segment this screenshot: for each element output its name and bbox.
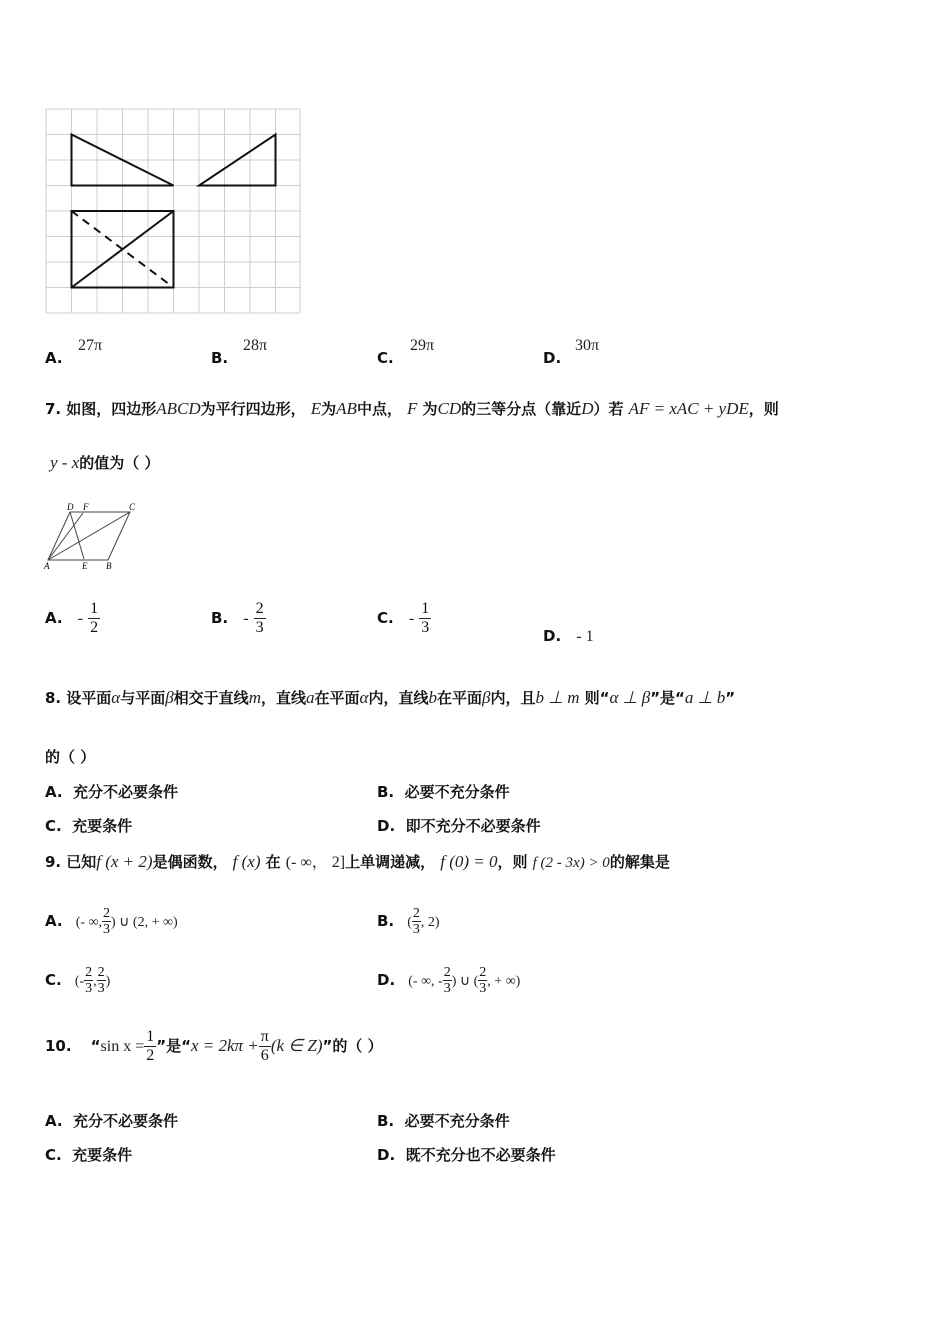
q7-stem-line2 (50, 452, 160, 473)
q9-number: 9. (45, 853, 62, 871)
q8-option-a (45, 781, 178, 802)
q6-option-b-letter: B. (211, 349, 229, 367)
q9-option-c-pre: (- (74, 974, 85, 989)
q9-math: (- ∞， 2] (285, 854, 346, 871)
q8-option-c-letter: C. (45, 817, 62, 835)
q7-text: 为平行四边形， (200, 400, 306, 418)
q7-option-c-num: 1 (421, 600, 430, 617)
q9-option-d-letter: D. (377, 971, 396, 989)
q8-option-d (377, 815, 541, 836)
q7-option-a-sign: - (77, 610, 84, 627)
q7-math: F (407, 399, 418, 418)
q8-math: b ⊥ m (535, 688, 580, 707)
q7-text: 为 (321, 400, 337, 418)
q10-math: sin x = (100, 1038, 145, 1055)
q9-option-d-den2: 3 (479, 981, 487, 996)
q9-text: 的解集是 (609, 853, 670, 871)
q10-option-a-text: 充分不必要条件 (73, 1112, 179, 1130)
q9-option-c-num2: 2 (97, 965, 105, 980)
q7-text: ，则 (748, 400, 779, 418)
q7-option-a-num: 1 (90, 600, 99, 617)
q7-option-b-letter: B. (211, 609, 229, 627)
q9-option-a-pre: (- ∞, (75, 915, 102, 930)
q7-option-b-den: 3 (255, 619, 264, 636)
q7-option-a (45, 600, 100, 637)
q6-option-a-letter: A. (45, 349, 63, 367)
q9-math: f (x) (232, 852, 261, 871)
q8-math: α (111, 688, 121, 707)
q8-math: a (305, 688, 315, 707)
q10-option-c-text: 充要条件 (72, 1146, 133, 1164)
q10-option-d-letter: D. (377, 1146, 396, 1164)
q7-option-c-den: 3 (421, 619, 430, 636)
q10-option-a-letter: A. (45, 1112, 63, 1130)
q9-stem (45, 849, 670, 872)
q8-option-d-text: 即不充分不必要条件 (405, 817, 541, 835)
q8-text: 设平面 (66, 689, 112, 707)
label-c: C (129, 502, 136, 512)
q10-math: (k ∈ Z) (270, 1036, 323, 1055)
label-b: B (106, 561, 112, 571)
q8-math: a ⊥ b (684, 688, 726, 707)
q9-option-b (377, 906, 440, 937)
q8-math: β (165, 688, 174, 707)
label-e: E (82, 561, 88, 571)
q8-option-b (377, 781, 510, 802)
q10-number: 10. (45, 1037, 72, 1055)
q9-option-b-letter: B. (377, 912, 395, 930)
q10-option-b (377, 1110, 510, 1131)
q9-option-b-den: 3 (412, 922, 420, 937)
q7-option-d-value: - 1 (576, 628, 594, 645)
q10-option-c-letter: C. (45, 1146, 62, 1164)
q7-math: y - x (50, 453, 80, 472)
q10-text: ”的（ ） (322, 1037, 383, 1055)
q8-text: 在平面 (314, 689, 360, 707)
q9-option-b-num: 2 (412, 906, 420, 921)
q10-pi-den: 6 (259, 1046, 271, 1065)
q7-text: ）若 (593, 400, 624, 418)
q8-option-a-text: 充分不必要条件 (73, 783, 179, 801)
q7-option-c-letter: C. (377, 609, 394, 627)
q7-option-d-letter: D. (543, 627, 562, 645)
q9-math: f (x + 2) (96, 852, 153, 871)
q8-number: 8. (45, 689, 62, 707)
q7-option-b-num: 2 (255, 600, 264, 617)
q9-math: f (2 - 3x) > 0 (532, 855, 610, 871)
q10-math: x = 2kπ + (190, 1036, 259, 1055)
q9-option-b-pre: ( (407, 915, 412, 930)
q8-math: α (359, 688, 369, 707)
q7-option-c (377, 600, 431, 637)
q7-text: 如图，四边形 (66, 400, 157, 418)
q10-option-a (45, 1110, 178, 1131)
q8-option-c-text: 充要条件 (72, 817, 133, 835)
q8-math: β (481, 688, 491, 707)
q9-math: f (0) = 0 (440, 852, 498, 871)
q8-option-c (45, 815, 132, 836)
q8-text: ” (725, 689, 736, 707)
q7-text: 中点， (356, 400, 402, 418)
label-a: A (44, 561, 50, 571)
q9-option-c (45, 965, 110, 996)
q8-stem (45, 687, 735, 708)
q9-option-c-mid: , (93, 974, 97, 989)
q8-text: 内，直线 (368, 689, 429, 707)
q10-sin-den: 2 (146, 1047, 155, 1064)
q9-option-d-den1: 3 (443, 981, 451, 996)
q9-option-a-post: ) ∪ (2, + ∞) (111, 915, 178, 930)
q6-option-b-value: 28π (243, 337, 268, 354)
q7-option-b (211, 600, 266, 637)
q9-text: 已知 (66, 853, 97, 871)
q10-text: “ (90, 1037, 101, 1055)
q8-text: ”是“ (650, 689, 685, 707)
q8-text: ，直线 (260, 689, 306, 707)
q8-text: 相交于直线 (173, 689, 249, 707)
q10-text: ”是“ (156, 1037, 191, 1055)
q10-sin-num: 1 (146, 1028, 155, 1045)
q6-option-c-value: 29π (410, 337, 435, 354)
q9-option-c-den1: 3 (85, 981, 93, 996)
q8-math: m (248, 688, 261, 707)
q9-option-b-post: , 2) (420, 915, 440, 930)
q9-text: 在 (265, 853, 281, 871)
q7-math: D (581, 399, 594, 418)
q9-option-d-pre: (- ∞, - (408, 974, 443, 989)
q7-option-a-den: 2 (90, 619, 99, 636)
q7-text: 的值为（ ） (79, 454, 160, 472)
label-f: F (83, 502, 89, 512)
q10-option-b-text: 必要不充分条件 (404, 1112, 510, 1130)
q10-stem (45, 1028, 383, 1065)
q10-option-d (377, 1144, 556, 1165)
q7-text: 为 (422, 400, 438, 418)
q7-stem (45, 398, 779, 419)
q7-option-b-sign: - (243, 610, 249, 627)
q7-math: ABCD (156, 399, 201, 418)
q7-equation: AF = xAC + yDE (628, 399, 749, 418)
q8-option-d-letter: D. (377, 817, 396, 835)
q10-option-c (45, 1144, 132, 1165)
q8-text: 在平面 (436, 689, 482, 707)
q7-option-a-letter: A. (45, 609, 63, 627)
q8-math: b (428, 688, 437, 707)
q9-option-c-letter: C. (45, 971, 62, 989)
q8-stem-line2: 的（ ） (45, 748, 96, 766)
q9-option-a-letter: A. (45, 912, 63, 930)
q9-option-c-post: ) (105, 974, 111, 989)
q6-option-c-letter: C. (377, 349, 394, 367)
q9-option-a (45, 906, 178, 937)
q7-math: AB (336, 399, 357, 418)
q9-option-d-num1: 2 (443, 965, 451, 980)
q7-math: E (310, 399, 322, 418)
q6-option-a-value: 27π (78, 337, 103, 354)
q7-text: 的三等分点（靠近 (461, 400, 582, 418)
q9-option-d-num2: 2 (479, 965, 487, 980)
q9-text: 是偶函数， (152, 853, 228, 871)
q9-option-d-post: , + ∞) (487, 974, 521, 989)
q10-option-d-text: 既不充分也不必要条件 (405, 1146, 556, 1164)
q9-text: ，则 (497, 853, 528, 871)
q8-text: 则“ (584, 689, 610, 707)
q7-number: 7. (45, 400, 62, 418)
q7-option-c-sign: - (408, 610, 415, 627)
q10-pi-num: π (260, 1028, 269, 1045)
label-d: D (67, 502, 74, 512)
q10-option-b-letter: B. (377, 1112, 395, 1130)
q9-option-a-num: 2 (103, 906, 110, 921)
q8-text: 与平面 (120, 689, 166, 707)
q9-text: 上单调递减， (345, 853, 436, 871)
q9-option-d-mid: ) ∪ ( (451, 974, 479, 989)
q8-option-b-text: 必要不充分条件 (404, 783, 510, 801)
q9-option-a-den: 3 (103, 922, 110, 937)
q7-math: CD (437, 399, 462, 418)
q8-text: 内，且 (490, 689, 536, 707)
q8-math: α ⊥ β (609, 688, 651, 707)
q9-option-c-den2: 3 (97, 981, 105, 996)
q7-option-d (543, 626, 594, 646)
three-view-figure (45, 108, 303, 316)
q6-option-d-letter: D. (543, 349, 562, 367)
q8-option-b-letter: B. (377, 783, 395, 801)
q9-option-c-num1: 2 (85, 965, 93, 980)
q9-option-d (377, 965, 520, 996)
q8-option-a-letter: A. (45, 783, 63, 801)
parallelogram-figure (42, 502, 142, 574)
q6-option-d-value: 30π (575, 337, 600, 354)
